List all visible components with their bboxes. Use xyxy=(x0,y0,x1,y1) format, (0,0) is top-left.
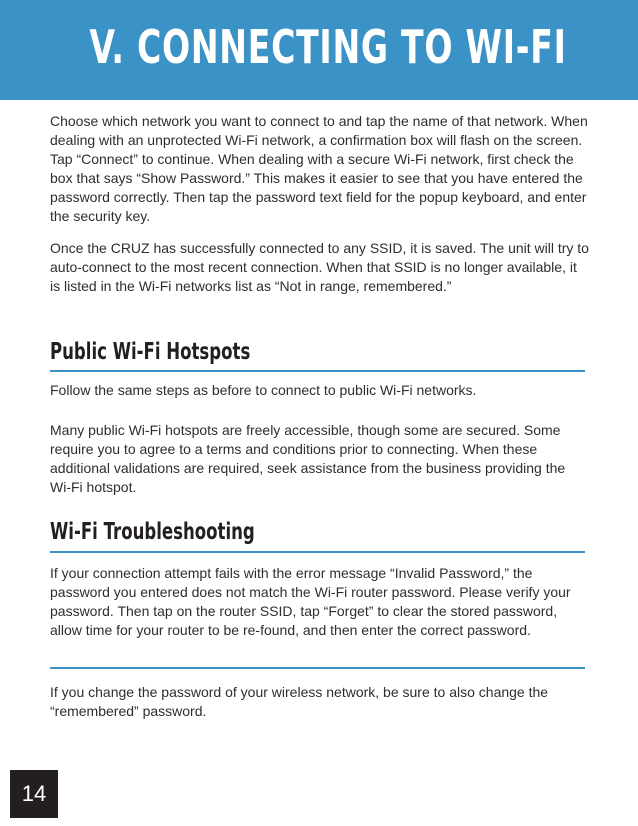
page-number: 14 xyxy=(21,781,47,806)
hotspots-divider xyxy=(50,370,585,372)
page-number-box xyxy=(10,770,58,818)
page-title: V. CONNECTING TO WI-FI xyxy=(89,20,567,74)
troubleshooting-heading: Wi-Fi Troubleshooting xyxy=(50,519,255,545)
troubleshooting-paragraph-1: If your connection attempt fails with the error message “Invalid Password,” the password you entered does not match the Wi-Fi router password. Please verify your password. Then tap on the router SSID, tap “Forget” to clear the stored password, allow time for your router to be re-found, and then enter the correct password. xyxy=(50,565,571,638)
hotspots-heading: Public Wi-Fi Hotspots xyxy=(50,339,251,365)
troubleshooting-divider xyxy=(50,551,585,553)
intro-paragraph-2: Once the CRUZ has successfully connected to any SSID, it is saved. The unit will try to auto-connect to the most recent connection. When that SSID is no longer available, it is listed in the Wi-Fi networks list as “Not in range, remembered.” xyxy=(50,240,589,294)
hotspots-paragraph-2: Many public Wi-Fi hotspots are freely accessible, though some are secured. Some require you to agree to a terms and conditions prior to connecting. When these additional validations are required, seek assistance from the business providing the Wi-Fi hotspot. xyxy=(50,422,566,495)
troubleshooting-divider-2 xyxy=(50,667,585,669)
hotspots-paragraph-1: Follow the same steps as before to connect to public Wi-Fi networks. xyxy=(50,382,477,398)
page-header-bar xyxy=(0,0,638,100)
intro-paragraph-1: Choose which network you want to connect to and tap the name of that network. When dealing with an unprotected Wi-Fi network, a confirmation box will flash on the screen. Tap “Connect” to continue. When dealing with a secure Wi-Fi network, first check the box that says “Show Password.” This makes it easier to see that you have entered the password correctly. Then tap the password text field for the popup keyboard, and enter the security key. xyxy=(50,113,588,224)
troubleshooting-paragraph-2: If you change the password of your wireless network, be sure to also change the “remembered” password. xyxy=(50,684,549,719)
